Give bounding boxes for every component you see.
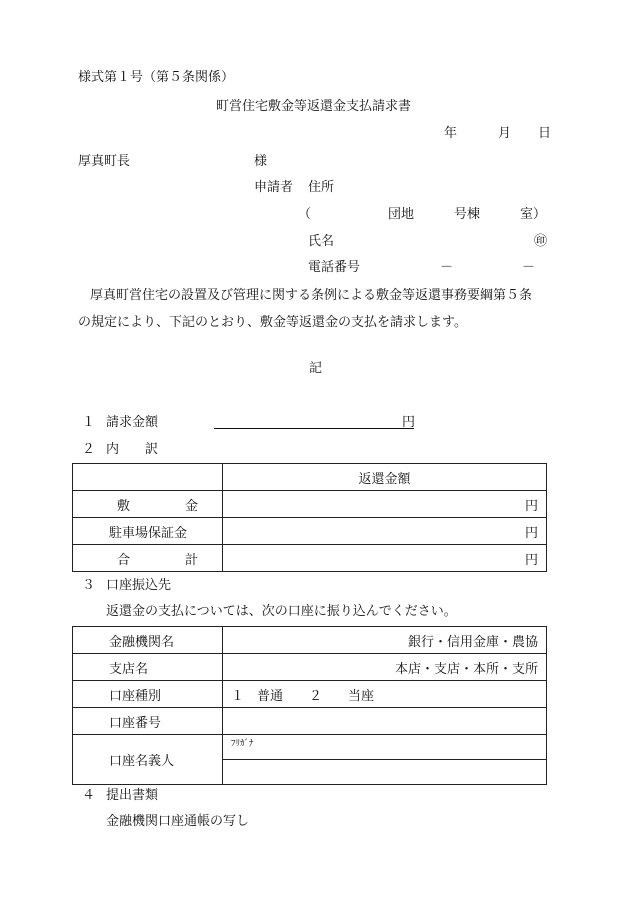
branch-name-label: 支店名 <box>73 654 223 681</box>
account-type-options: １ 普通 ２ 当座 <box>223 681 547 708</box>
address-open-paren: （ <box>298 207 312 222</box>
table-row <box>73 708 547 735</box>
phone-dash-1: － <box>440 260 454 275</box>
table-row <box>73 735 547 760</box>
date-month-label: 月 <box>498 126 512 141</box>
shitsu-label: 室） <box>520 207 547 222</box>
table-row <box>73 654 547 681</box>
account-type-label: 口座種別 <box>73 681 223 708</box>
addressee-name: 厚真町長 <box>78 154 131 169</box>
table-row <box>73 518 547 545</box>
section-2-number: ２ <box>82 442 96 457</box>
header-empty-cell <box>73 464 223 491</box>
account-holder-name-field <box>223 760 547 785</box>
deposit-label-cell <box>73 491 223 518</box>
ki-heading: 記 <box>309 361 323 376</box>
table-row <box>73 464 547 491</box>
table-row <box>73 491 547 518</box>
form-title: 町営住宅敷金等返還金支払請求書 <box>216 99 412 114</box>
furigana-label: ﾌﾘｶﾞﾅ <box>231 739 254 749</box>
section-4-label: 提出書類 <box>106 788 159 803</box>
account-number-label: 口座番号 <box>73 708 223 735</box>
table-row <box>73 681 547 708</box>
deposit-label-a: 敷 <box>117 498 131 514</box>
applicant-label: 申請者 <box>254 180 294 195</box>
refund-amount-header: 返還金額 <box>223 464 547 491</box>
amount-field-line <box>214 428 414 429</box>
breakdown-table <box>72 463 547 572</box>
parking-deposit-label: 駐車場保証金 <box>73 518 223 545</box>
form-number: 様式第１号（第５条関係） <box>78 70 235 85</box>
total-label-b: 計 <box>184 552 198 568</box>
deposit-amount-cell: 円 <box>223 491 547 518</box>
address-label: 住所 <box>308 180 335 195</box>
section-3-number: ３ <box>82 578 96 593</box>
addressee-honorific: 様 <box>254 154 268 169</box>
date-year-label: 年 <box>444 126 458 141</box>
bank-name-label: 金融機関名 <box>73 627 223 654</box>
bank-name-options: 銀行・信用金庫・農協 <box>223 627 547 654</box>
body-text-line-1: 厚真町営住宅の設置及び管理に関する条例による敷金等返還事務要綱第５条 <box>90 288 533 303</box>
deposit-label-b: 金 <box>184 498 198 514</box>
seal-mark: ㊞ <box>534 234 548 249</box>
total-label-cell <box>73 545 223 572</box>
phone-label: 電話番号 <box>308 260 361 275</box>
furigana-field <box>223 735 547 760</box>
table-row <box>73 627 547 654</box>
section-3-label: 口座振込先 <box>106 578 172 593</box>
amount-unit: 円 <box>402 415 416 430</box>
section-2-label: 内 訳 <box>106 442 159 457</box>
account-number-field <box>223 708 547 735</box>
bank-table <box>72 626 547 785</box>
section-1-number: １ <box>82 415 96 430</box>
section-1-label: 請求金額 <box>106 415 159 430</box>
phone-dash-2: － <box>522 260 536 275</box>
transfer-note: 返還金の支払については、次の口座に振り込んでください。 <box>106 604 457 619</box>
date-day-label: 日 <box>538 126 552 141</box>
gouto-label: 号棟 <box>454 207 481 222</box>
account-holder-label: 口座名義人 <box>73 735 223 785</box>
total-amount-cell: 円 <box>223 545 547 572</box>
required-documents: 金融機関口座通帳の写し <box>106 814 250 829</box>
section-4-number: ４ <box>82 788 96 803</box>
name-label: 氏名 <box>308 234 335 249</box>
parking-deposit-amount-cell: 円 <box>223 518 547 545</box>
danchi-label: 団地 <box>388 207 415 222</box>
total-label-a: 合 <box>117 552 131 568</box>
body-text-line-2: の規定により、下記のとおり、敷金等返還金の支払を請求します。 <box>78 315 467 330</box>
branch-name-options: 本店・支店・本所・支所 <box>223 654 547 681</box>
table-row <box>73 545 547 572</box>
